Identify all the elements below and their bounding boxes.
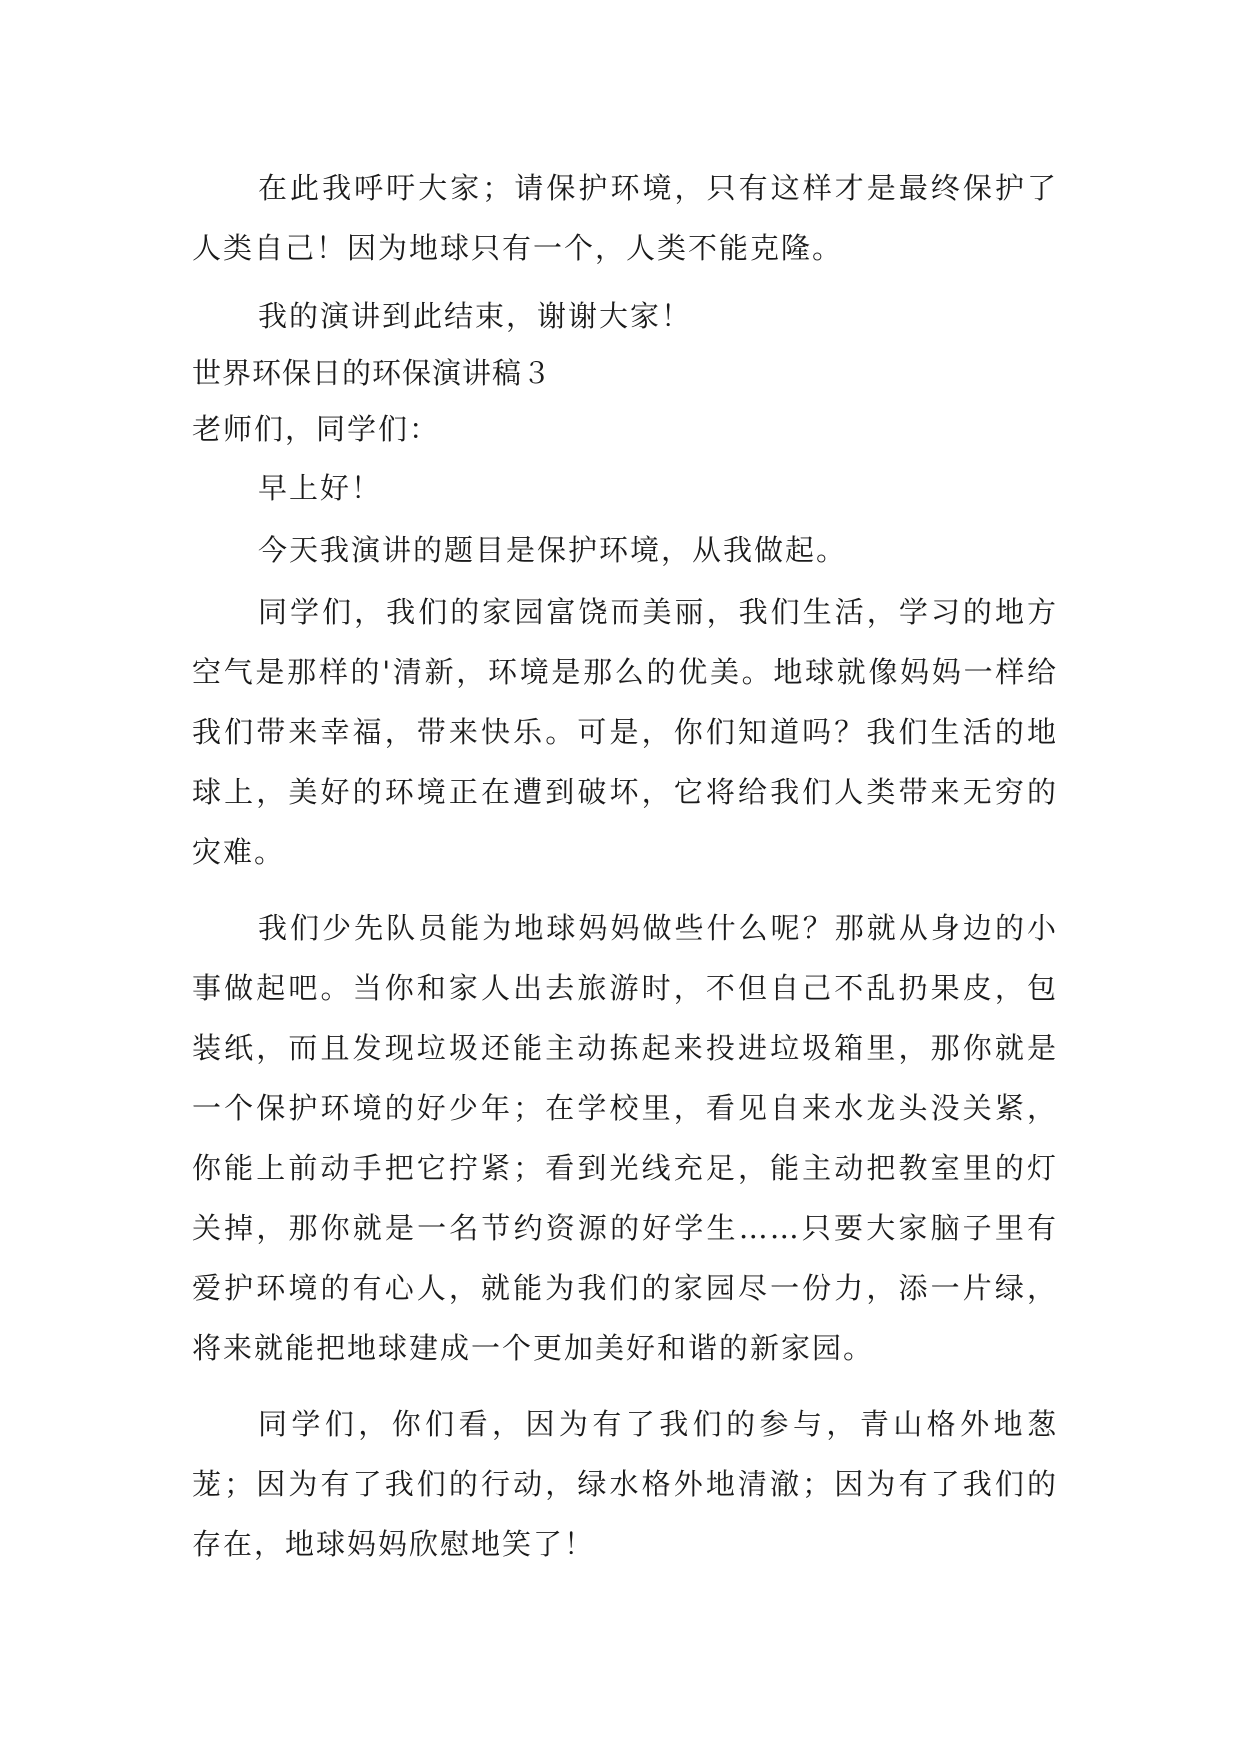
salutation: 老师们，同学们： [192, 412, 441, 446]
paragraph-appeal: 在此我呼吁大家；请保护环境，只有这样才是最终保护了人类自己！因为地球只有一个，人类不能克隆。 [192, 171, 1058, 265]
paragraph-closing: 我的演讲到此结束，谢谢大家！ [258, 299, 693, 333]
body-paragraph-1: 同学们，我们的家园富饶而美丽，我们生活，学习的地方空气是那样的'清新，环境是那么的优美。地球就像妈妈一样给我们带来幸福，带来快乐。可是，你们知道吗？我们生活的地球上，美好的环境正在遭到破坏，它将给我们人类带来无穷的灾难。 [192, 595, 1058, 869]
body-paragraph-3: 同学们，你们看，因为有了我们的参与，青山格外地葱茏；因为有了我们的行动，绿水格外地清澈；因为有了我们的存在，地球妈妈欣慰地笑了！ [192, 1407, 1058, 1561]
body-paragraph-2: 我们少先队员能为地球妈妈做些什么呢？那就从身边的小事做起吧。当你和家人出去旅游时，不但自己不乱扔果皮，包装纸，而且发现垃圾还能主动拣起来投进垃圾箱里，那你就是一个保护环境的好少年；在学校里，看见自来水龙头没关紧，你能上前动手把它拧紧；看到光线充足，能主动把教室里的灯关掉，那你就是一名节约资源的好学生……只要大家脑子里有爱护环境的有心人，就能为我们的家园尽一份力，添一片绿，将来就能把地球建成一个更加美好和谐的新家园。 [192, 911, 1058, 1365]
document-content [192, 158, 1058, 1574]
greeting: 早上好！ [258, 471, 383, 505]
section-title: 世界环保日的环保演讲稿３ [192, 356, 553, 390]
topic-line: 今天我演讲的题目是保护环境，从我做起。 [258, 533, 848, 567]
